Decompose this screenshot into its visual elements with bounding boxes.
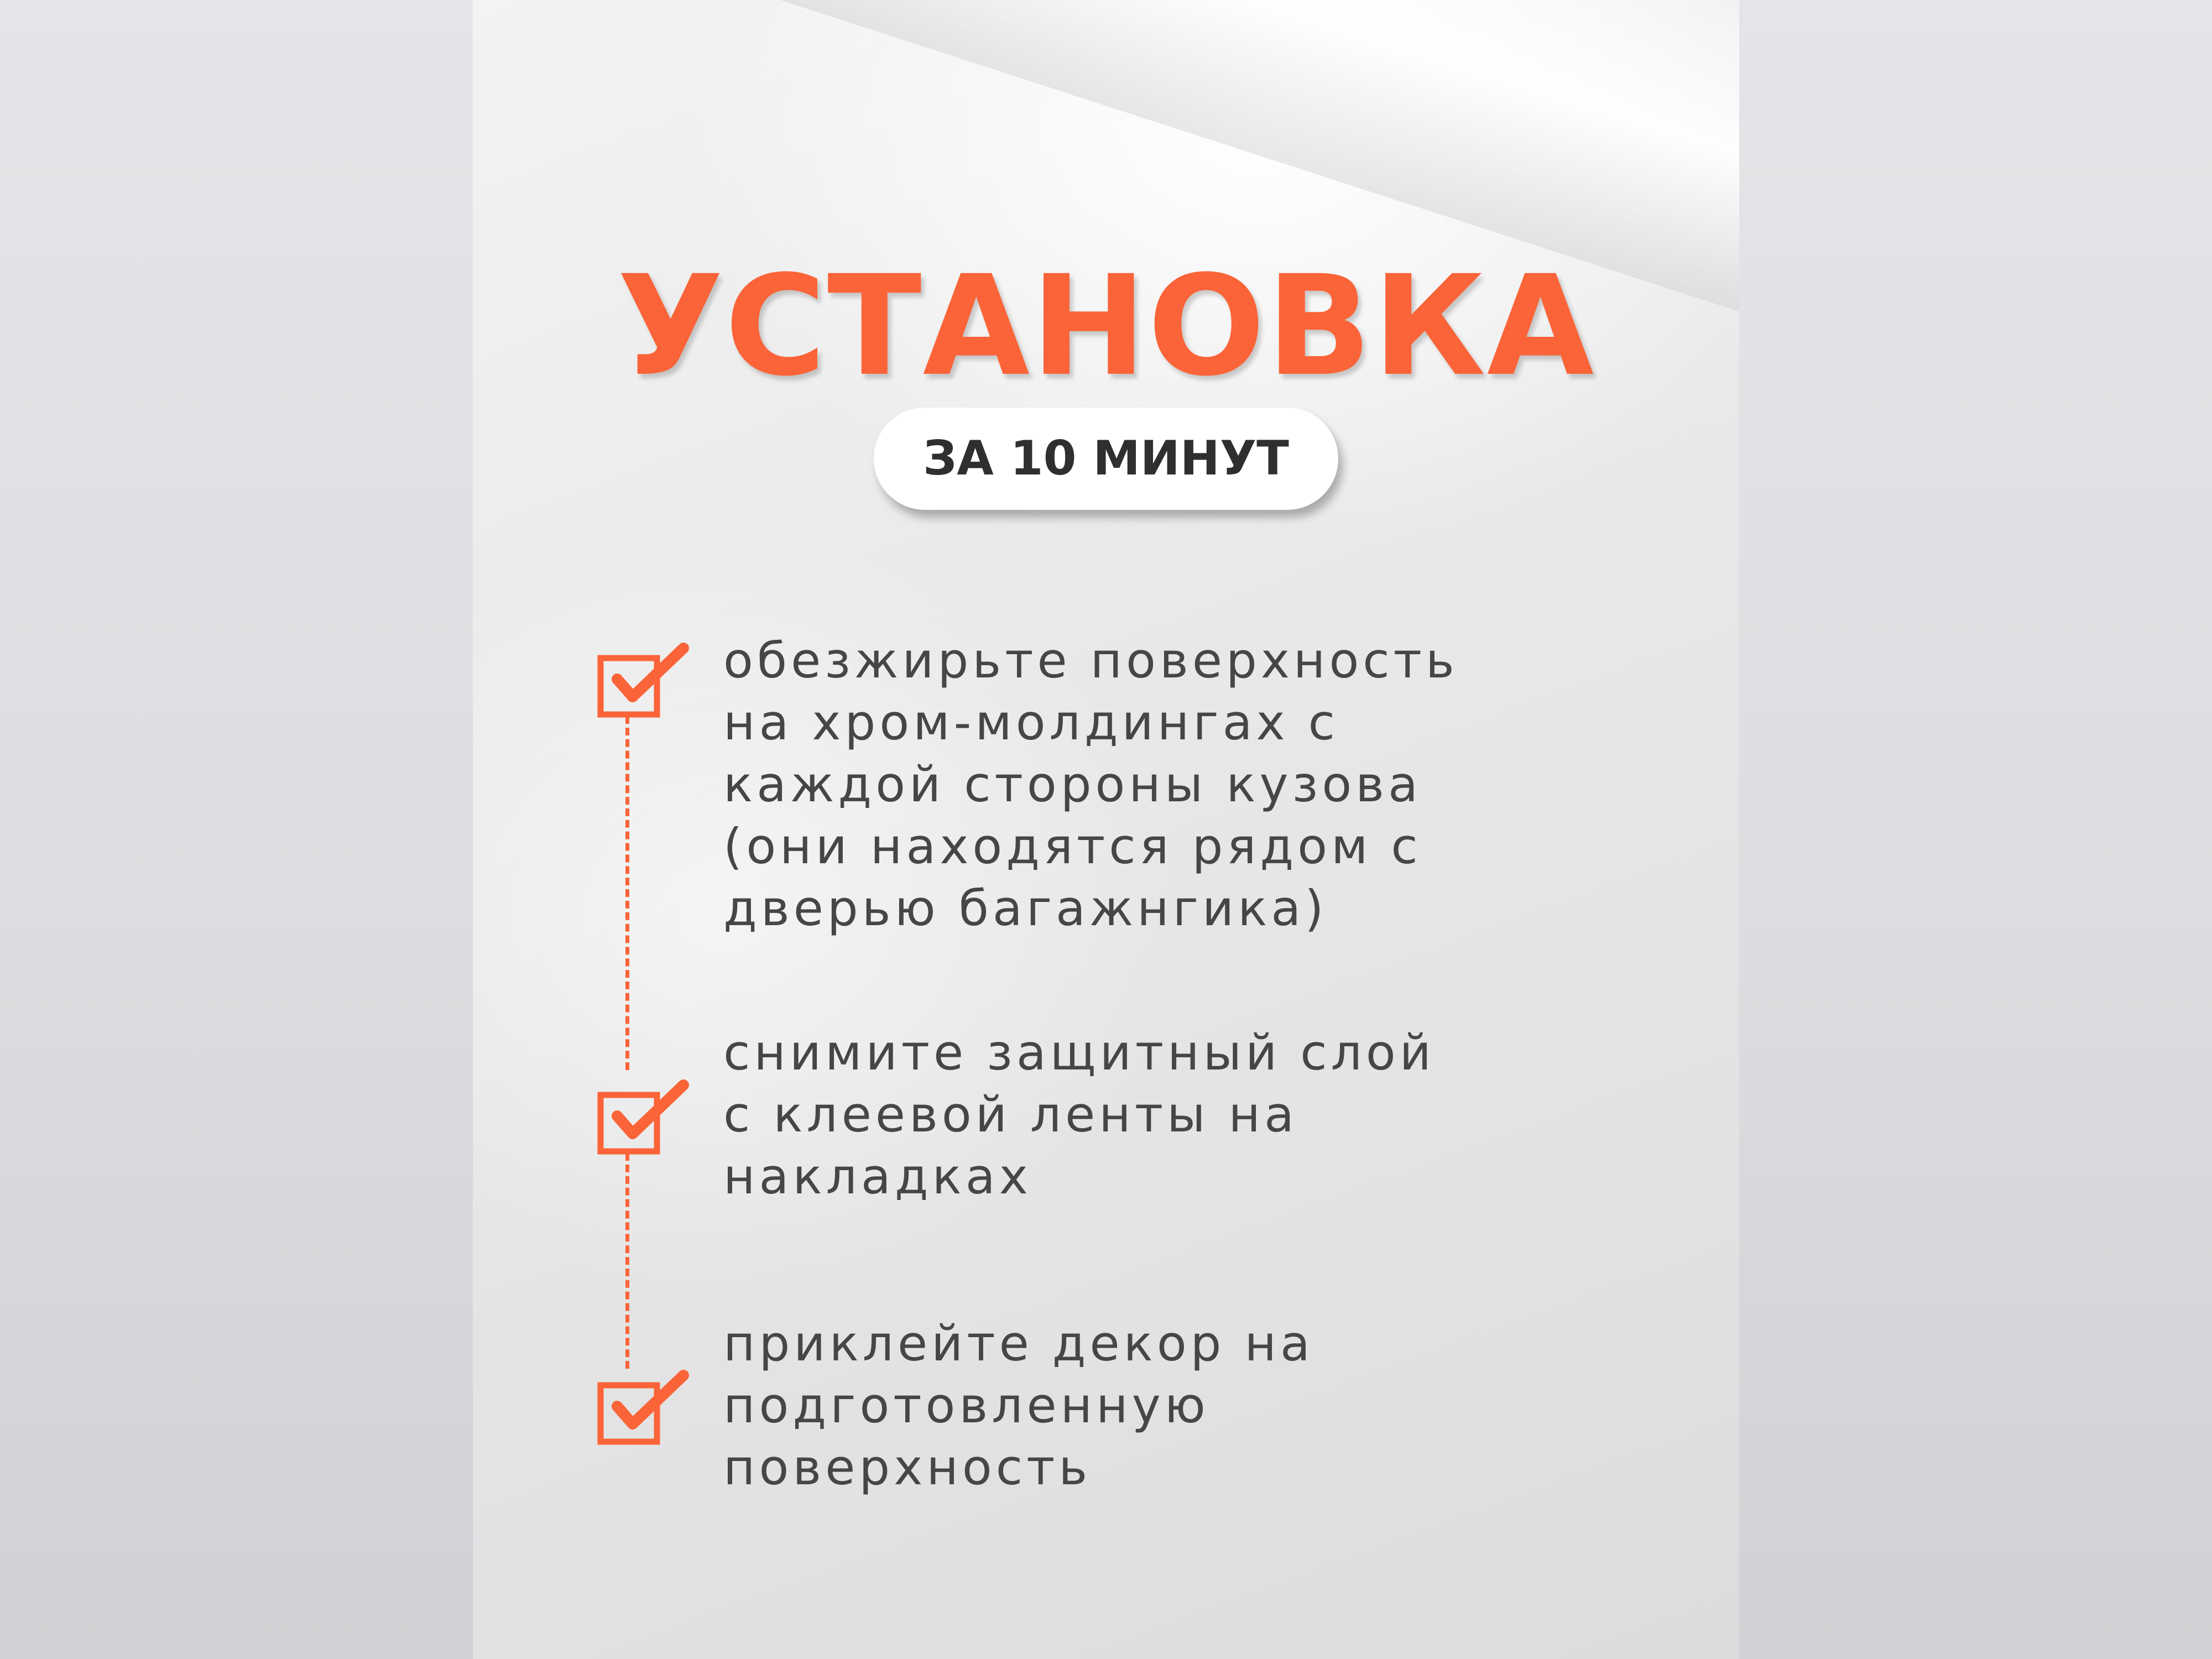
checkbox-checked-icon: [596, 1078, 690, 1156]
step-connector-1: [625, 716, 629, 1070]
step-line: дверью багажнгика): [723, 880, 1328, 937]
instruction-card: [473, 0, 1739, 1659]
step-3-text: [723, 1313, 1708, 1499]
step-line: снимите защитный слой: [723, 1024, 1435, 1081]
page-title: УСТАНОВКА: [617, 246, 1595, 406]
step-line: каждой стороны кузова: [723, 756, 1422, 813]
checkbox-checked-icon: [596, 1369, 690, 1446]
step-line: на хром-молдингах с: [723, 694, 1339, 751]
step-1-text: [723, 630, 1708, 940]
time-badge: ЗА 10 МИНУТ: [874, 408, 1338, 510]
checkbox-checked-icon: [596, 641, 690, 719]
step-line: (они находятся рядом с: [723, 818, 1422, 875]
step-line: поверхность: [723, 1439, 1092, 1496]
step-line: подготовленную: [723, 1377, 1209, 1434]
step-line: накладках: [723, 1148, 1032, 1205]
step-connector-2: [625, 1153, 629, 1369]
step-line: обезжирьте поверхность: [723, 632, 1458, 689]
step-line: с клеевой ленты на: [723, 1086, 1298, 1143]
step-2-text: [723, 1022, 1708, 1208]
step-line: приклейте декор на: [723, 1315, 1314, 1372]
